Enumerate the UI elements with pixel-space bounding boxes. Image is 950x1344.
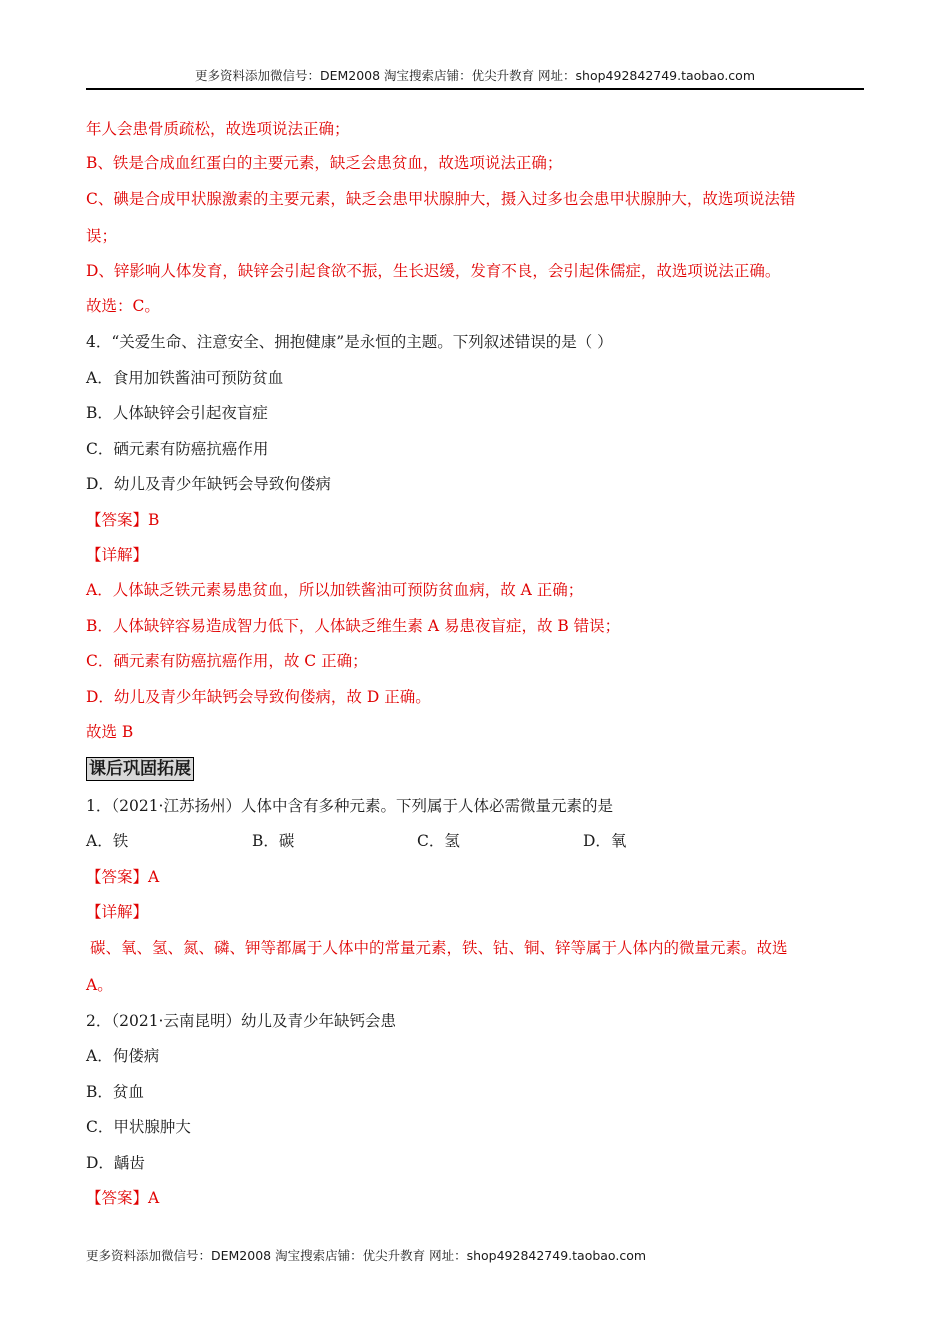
question-4-option-c: C．硒元素有防癌抗癌作用 bbox=[86, 440, 269, 458]
prev-conclusion: 故选：C。 bbox=[86, 297, 160, 315]
question-1-detail-label: 【详解】 bbox=[86, 903, 149, 921]
question-4-detail-label: 【详解】 bbox=[86, 546, 149, 564]
question-2-answer: 【答案】A bbox=[86, 1189, 160, 1207]
prev-explanation-line: 年人会患骨质疏松，故选项说法正确； bbox=[86, 120, 350, 138]
section-title: 课后巩固拓展 bbox=[86, 757, 194, 781]
question-2-option-a: A．佝偻病 bbox=[86, 1047, 160, 1065]
question-1-option-d: D．氧 bbox=[583, 832, 627, 850]
question-2-stem: 2．（2021·云南昆明）幼儿及青少年缺钙会患 bbox=[86, 1012, 396, 1030]
question-1-option-c: C．氢 bbox=[417, 832, 460, 850]
page-header: 更多资料添加微信号：DEM2008 淘宝搜索店铺：优尖升教育 网址：shop492842749.taobao.com bbox=[86, 66, 864, 90]
page-footer: 更多资料添加微信号：DEM2008 淘宝搜索店铺：优尖升教育 网址：shop492842749.taobao.com bbox=[86, 1248, 647, 1263]
question-1-option-b: B．碳 bbox=[252, 832, 295, 850]
question-1-explanation-line: A。 bbox=[86, 976, 113, 994]
question-4-explanation-line: B．人体缺锌容易造成智力低下，人体缺乏维生素 A 易患夜盲症，故 B 错误； bbox=[86, 617, 621, 635]
prev-explanation-line: B、铁是合成血红蛋白的主要元素，缺乏会患贫血，故选项说法正确； bbox=[86, 154, 563, 172]
question-2-option-c: C．甲状腺肿大 bbox=[86, 1118, 191, 1136]
prev-explanation-line: D、锌影响人体发育，缺锌会引起食欲不振，生长迟缓，发育不良，会引起侏儒症，故选项说法正确。 bbox=[86, 262, 781, 280]
prev-explanation-line: C、碘是合成甲状腺激素的主要元素，缺乏会患甲状腺肿大，摄入过多也会患甲状腺肿大，故选项说法错 bbox=[86, 190, 796, 208]
question-4-option-b: B．人体缺锌会引起夜盲症 bbox=[86, 404, 268, 422]
question-4-explanation-line: D．幼儿及青少年缺钙会导致佝偻病，故 D 正确。 bbox=[86, 688, 431, 706]
question-4-option-d: D．幼儿及青少年缺钙会导致佝偻病 bbox=[86, 475, 331, 493]
prev-explanation-line: 误； bbox=[86, 227, 118, 245]
question-4-explanation-line: A．人体缺乏铁元素易患贫血，所以加铁酱油可预防贫血病，故 A 正确； bbox=[86, 581, 584, 599]
question-4-answer: 【答案】B bbox=[86, 511, 160, 529]
question-1-stem: 1．（2021·江苏扬州）人体中含有多种元素。下列属于人体必需微量元素的是 bbox=[86, 797, 613, 815]
question-4-stem: 4．“关爱生命、注意安全、拥抱健康”是永恒的主题。下列叙述错误的是（ ） bbox=[86, 333, 613, 351]
question-4-conclusion: 故选 B bbox=[86, 723, 134, 741]
question-2-option-d: D．龋齿 bbox=[86, 1154, 145, 1172]
question-1-answer: 【答案】A bbox=[86, 868, 160, 886]
question-1-option-a: A．铁 bbox=[86, 832, 129, 850]
question-2-option-b: B．贫血 bbox=[86, 1083, 144, 1101]
question-1-explanation-line: 碳、氧、氢、氮、磷、钾等都属于人体中的常量元素，铁、钴、铜、锌等属于人体内的微量元素。故选 bbox=[90, 939, 788, 957]
question-4-explanation-line: C．硒元素有防癌抗癌作用，故 C 正确； bbox=[86, 652, 368, 670]
question-4-option-a: A．食用加铁酱油可预防贫血 bbox=[86, 369, 284, 387]
